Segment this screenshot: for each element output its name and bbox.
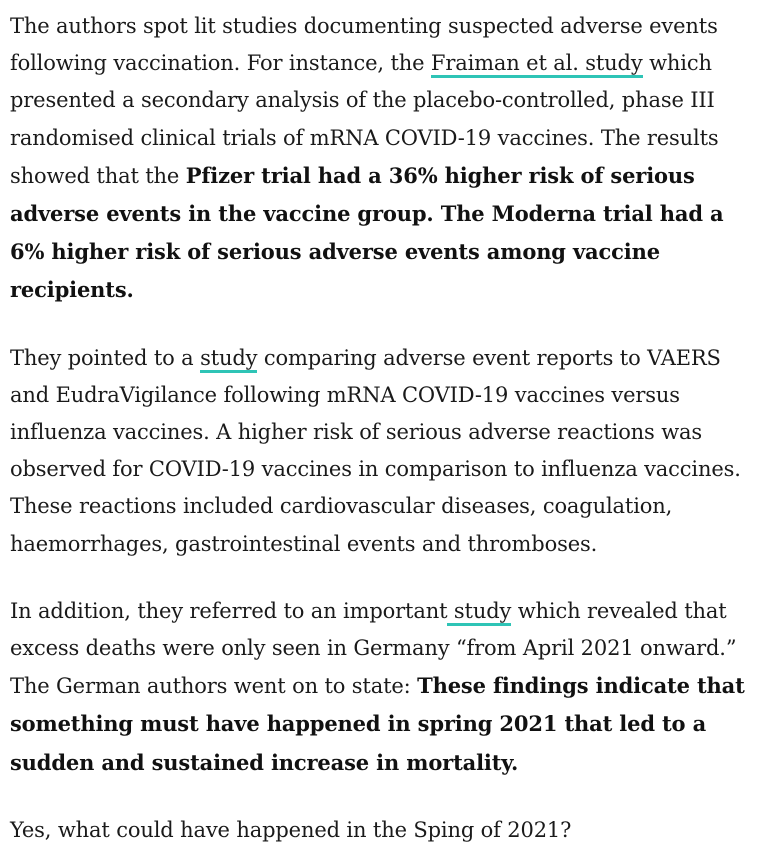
text-segment: The authors spot lit studies documenting suspected adverse events following vaccination. For instance, the	[10, 14, 718, 76]
article-body	[10, 8, 762, 849]
text-segment: They pointed to a	[10, 345, 201, 370]
paragraph-vaers	[10, 340, 762, 563]
text-segment: comparing adverse event reports to VAERS and EudraVigilance following mRNA COVID-19 vaccines versus influenza vaccines. A higher risk of serious adverse reactions was observed for COVID-19 vaccines in comparison to influenza vaccines. These reactions included cardiovascular diseases, coagulation, haemorrhages, gastrointestinal events and thromboses.	[10, 345, 741, 556]
vaers-study-link[interactable]: study	[200, 346, 257, 373]
paragraph-question	[10, 812, 762, 849]
bold-finding-trials: Pfizer trial had a 36% higher risk of serious adverse events in the vaccine group. The Moderna trial had a 6% higher risk of serious adverse events among vaccine recipients.	[10, 162, 724, 303]
paragraph-fraiman	[10, 8, 762, 310]
text-segment: which revealed that excess deaths were only seen in Germany “from April 2021 onward.” The German authors went on to state:	[10, 598, 737, 699]
bold-finding-mortality: These findings indicate that something must have happened in spring 2021 that led to a sudden and sustained increase in mortality.	[10, 673, 745, 775]
text-segment: Yes, what could have happened in the Sping of 2021?	[10, 817, 572, 842]
germany-study-link[interactable]: study	[447, 599, 511, 626]
text-segment: which presented a secondary analysis of the placebo-controlled, phase III randomised clinical trials of mRNA COVID-19 vaccines. The results showed that the	[10, 51, 719, 188]
text-segment: In addition, they referred to an important	[10, 598, 448, 623]
paragraph-germany	[10, 593, 762, 782]
fraiman-study-link[interactable]: Fraiman et al. study	[431, 51, 643, 78]
